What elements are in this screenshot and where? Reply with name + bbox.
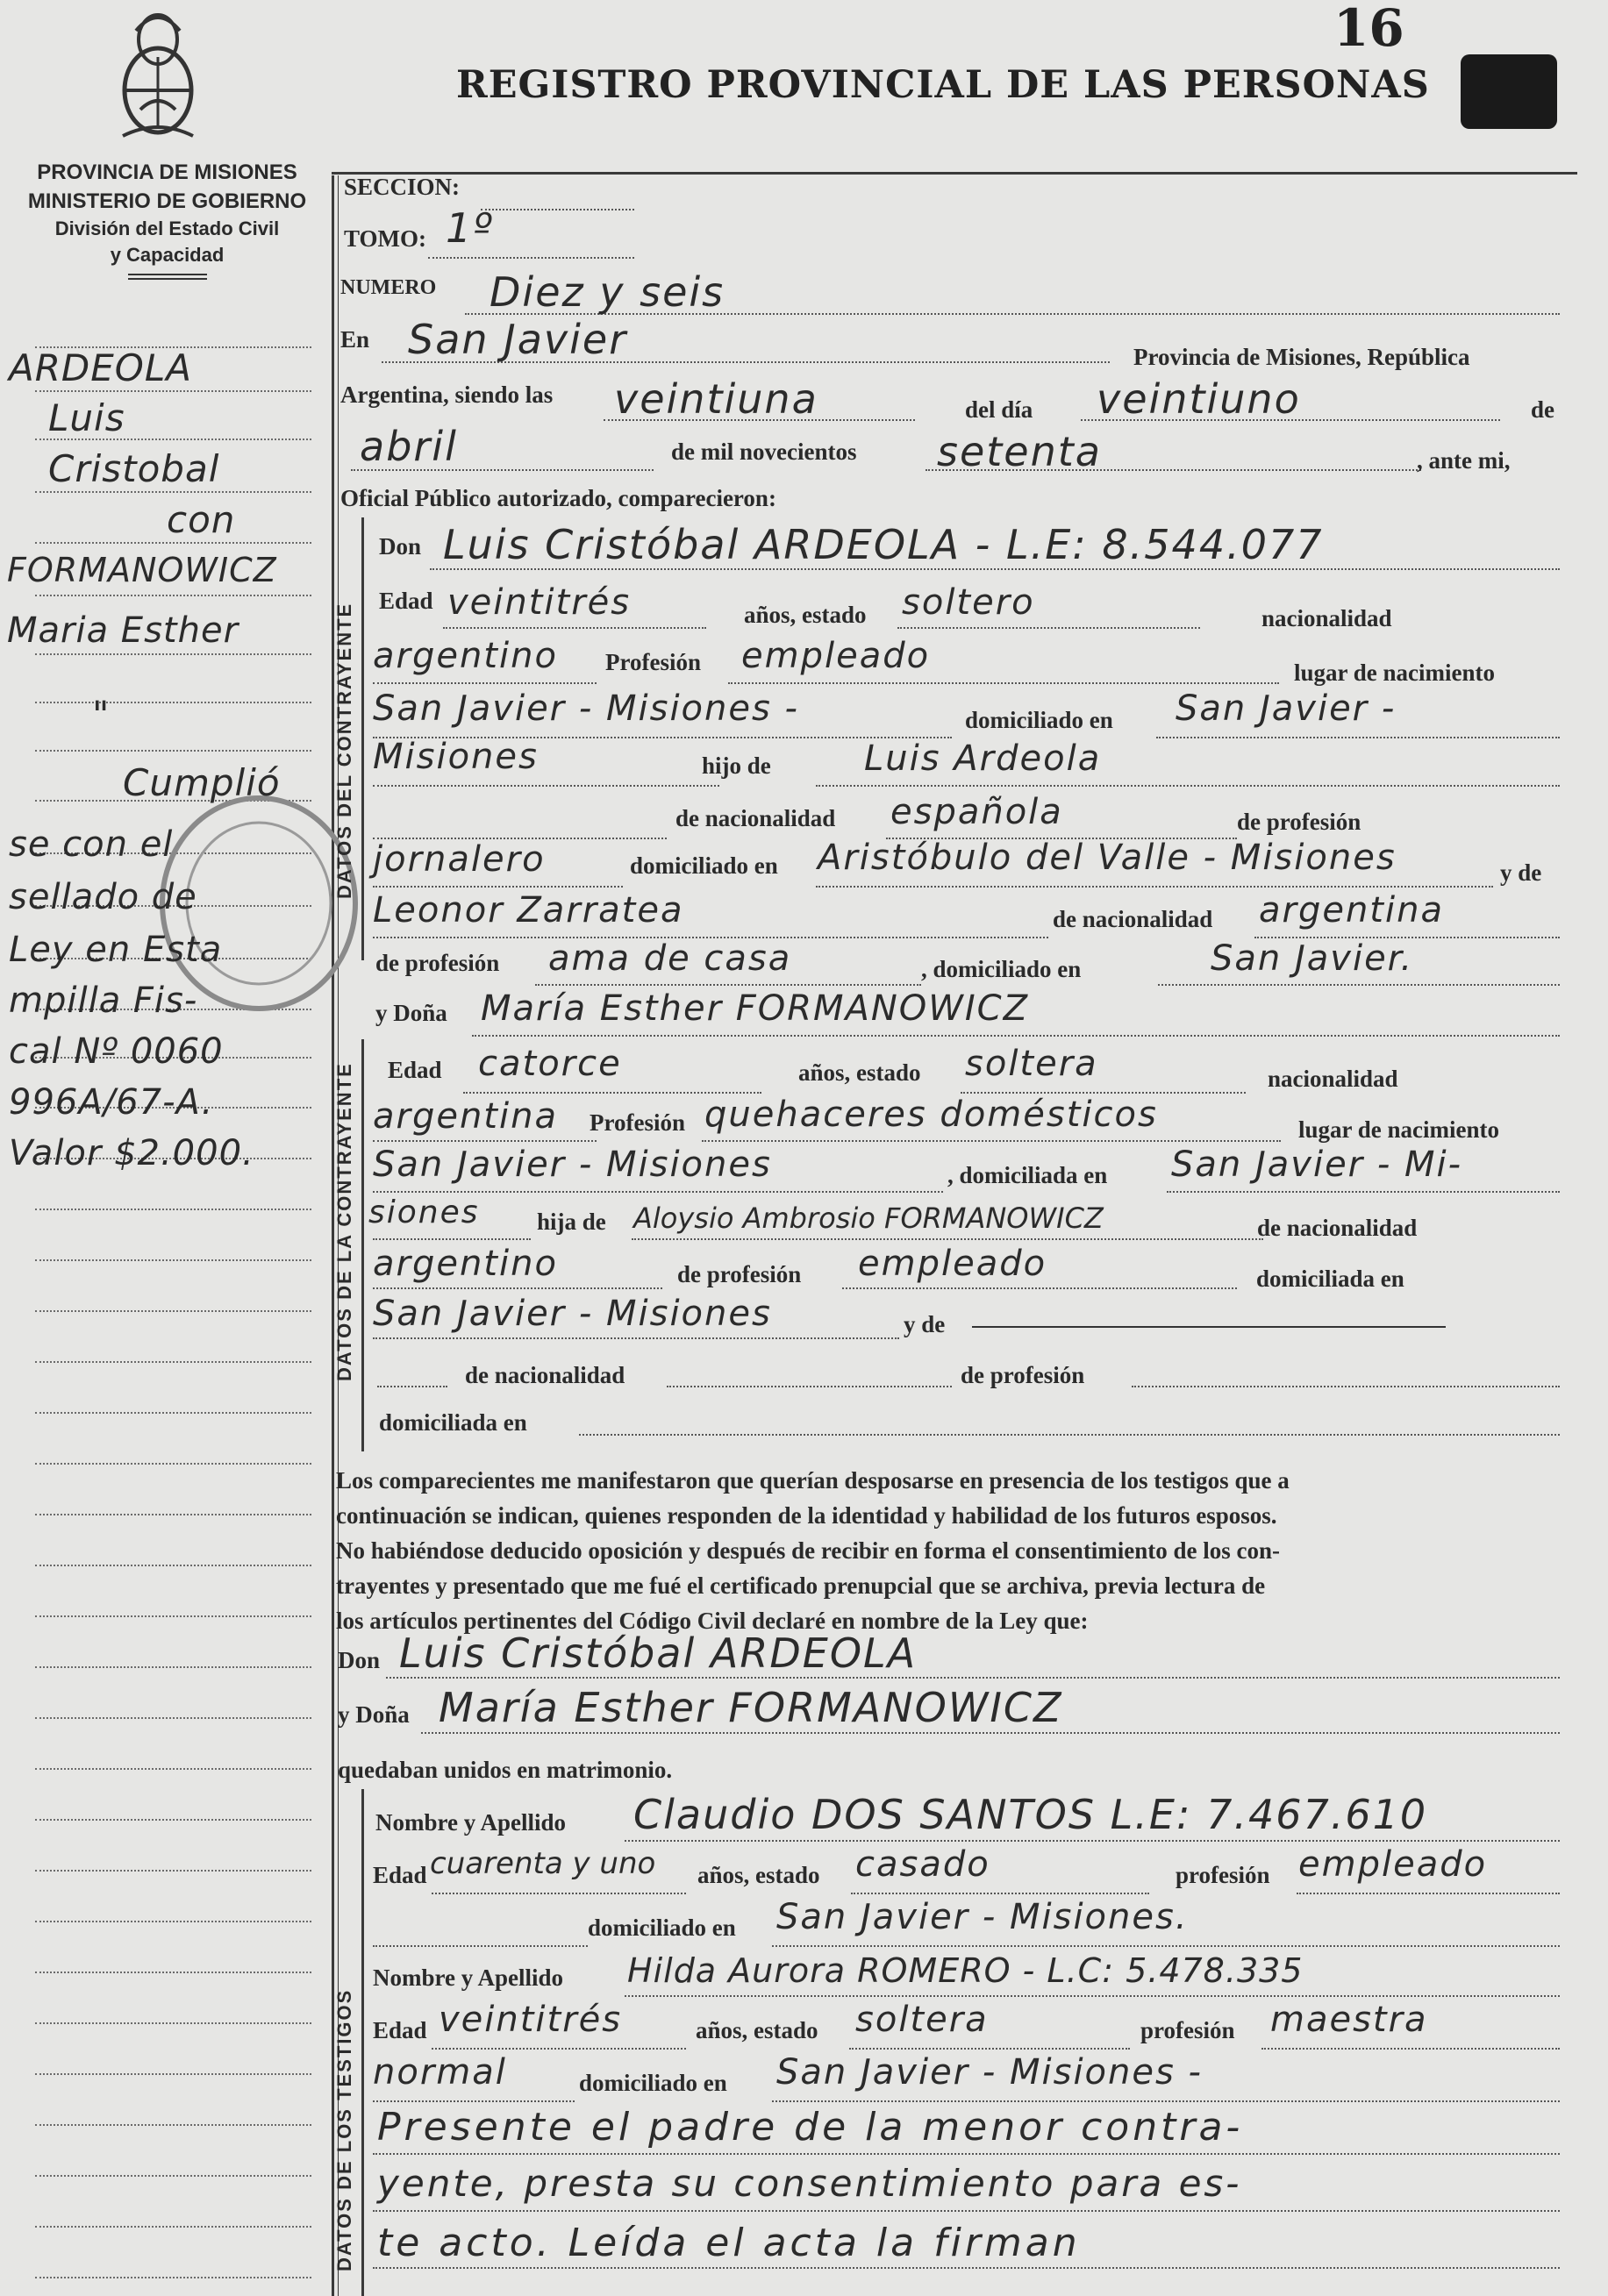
declaration-line: No habiéndose deducido oposición y después de recibir en forma el consentimiento de los con- (336, 1537, 1281, 1564)
bride-estado: soltera (965, 1044, 1098, 1084)
witness1-estado: casado (855, 1844, 990, 1885)
declaration-line: trayentes y presentado que me fué el certificado prenupcial que se archiva, previa lectura de (336, 1572, 1266, 1599)
provincia-text: Provincia de Misiones, República (1133, 344, 1470, 370)
groom-father-dom: Aristóbulo del Valle - Misiones (818, 838, 1397, 878)
del-dia-label: del día (965, 396, 1033, 423)
bride-domicilio: San Javier - Mi- (1171, 1144, 1463, 1185)
witness1-edad-label: Edad (373, 1862, 427, 1888)
numero-value: Diez y seis (490, 268, 725, 316)
witness1-nombre-label: Nombre y Apellido (375, 1809, 567, 1836)
stamp-note-line-3: sellado de (9, 877, 197, 917)
groom-domicilio-2: Misiones (373, 737, 539, 777)
side-label-bride: DATOS DE LA CONTRAYENTE (333, 1062, 355, 1381)
tomo-value: 1º (446, 204, 494, 252)
declaration-dona-label: y Doña (338, 1701, 410, 1728)
witness2-edad-label: Edad (373, 2017, 427, 2043)
stamp-note-line-5: mpilla Fis- (9, 980, 198, 1021)
margin-surname-groom: ARDEOLA (9, 346, 192, 389)
witness2-domiciliado-label: domiciliado en (579, 2070, 727, 2096)
bride-bracket (361, 1039, 364, 1451)
witness2-edad: veintitrés (439, 2000, 623, 2040)
groom-estado-label: años, estado (744, 602, 867, 628)
groom-mother-dom: San Javier. (1211, 938, 1414, 979)
seccion-label: SECCION: (344, 174, 461, 200)
witness1-domicilio: San Javier - Misiones. (776, 1897, 1189, 1937)
witness1-profesion: empleado (1298, 1844, 1488, 1885)
bride-father: Aloysio Ambrosio FORMANOWICZ (633, 1201, 1104, 1235)
groom-edad: veintitrés (447, 582, 632, 623)
groom-mother-nac: argentina (1259, 890, 1444, 931)
margin-middlename-groom: Cristobal (48, 447, 220, 490)
redaction-block (1461, 54, 1557, 129)
groom-mother-prof: ama de casa (548, 938, 792, 979)
groom-nacionalidad: argentino (373, 636, 558, 676)
witness2-profesion-label: profesión (1140, 2017, 1235, 2043)
bride-father-prof-label: de profesión (677, 1261, 802, 1287)
groom-mother: Leonor Zarratea (373, 890, 684, 931)
bride-father-nac-label: de nacionalidad (1257, 1215, 1418, 1241)
groom-profesion: empleado (741, 636, 931, 676)
side-label-witnesses: DATOS DE LOS TESTIGOS (333, 1988, 355, 2271)
coat-of-arms-icon (110, 4, 206, 145)
de-label: de (1531, 396, 1554, 423)
groom-father: Luis Ardeola (864, 738, 1102, 779)
witness1-domiciliado-label: domiciliado en (588, 1915, 736, 1941)
closing-note-line-3: te acto. Leída el acta la firman (377, 2221, 1081, 2265)
declaration-dona: María Esther FORMANOWICZ (439, 1684, 1063, 1731)
stamp-note-line-4: Ley en Esta (9, 930, 223, 970)
witness1-edad: cuarenta y uno (430, 1846, 656, 1881)
mes-value: abril (360, 423, 458, 470)
groom-y-de-label: y de (1500, 859, 1542, 886)
stamp-note-line-6: cal Nº 0060 (9, 1031, 224, 1072)
stamp-note-line-8: Valor $2.000. (9, 1133, 254, 1173)
witness1-profesion-label: profesión (1176, 1862, 1270, 1888)
ministry-block (16, 158, 318, 280)
declaration-line: Los comparecientes me manifestaron que querían desposarse en presencia de los testigos que a (336, 1467, 1290, 1494)
groom-mother-prof-label: de profesión (375, 950, 500, 976)
division-text-2: y Capacidad (110, 244, 225, 266)
groom-bracket (361, 517, 364, 960)
declaration-line: los artículos pertinentes del Código Civil declaré en nombre de la Ley que: (336, 1608, 1089, 1634)
bride-nacionalidad: argentina (373, 1096, 558, 1137)
oficial-text: Oficial Público autorizado, comparecieron: (340, 485, 776, 511)
declaration-don-label: Don (338, 1647, 381, 1673)
witness-bracket (361, 1789, 364, 2296)
declaration-line: continuación se indican, quienes responden de la identidad y habilidad de los futuros esposos. (336, 1502, 1277, 1529)
en-value: San Javier (408, 316, 628, 363)
bride-father-dom: San Javier - Misiones (373, 1294, 772, 1334)
bride-dona-label: y Doña (375, 1000, 447, 1026)
margin-con: con (167, 498, 236, 541)
bride-edad: catorce (478, 1044, 622, 1084)
anio-value: setenta (937, 428, 1102, 475)
groom-nacionalidad-label: nacionalidad (1261, 605, 1392, 631)
witness2-nombre-label: Nombre y Apellido (373, 1964, 564, 1991)
stamp-note-line-2: se con el (9, 824, 174, 865)
argentina-text: Argentina, siendo las (340, 381, 554, 408)
dia-value: veintiuno (1097, 375, 1301, 423)
en-label: En (340, 326, 370, 353)
bride-lugar-label: lugar de nacimiento (1298, 1116, 1499, 1143)
groom-don-label: Don (379, 533, 422, 560)
witness2-nombre: Hilda Aurora ROMERO - L.C: 5.478.335 (627, 1951, 1304, 1990)
groom-father-prof: jornalero (373, 839, 546, 880)
margin-quote: " (92, 693, 111, 736)
division-text: División del Estado Civil (54, 217, 280, 239)
groom-profesion-label: Profesión (605, 649, 701, 675)
groom-domicilio: San Javier - (1176, 688, 1397, 729)
bride-estado-label: años, estado (798, 1059, 921, 1086)
groom-lugar-label: lugar de nacimiento (1294, 660, 1495, 686)
stamp-note-line-7: 996A/67-A. (9, 1082, 214, 1123)
page-number: 16 (1333, 0, 1404, 58)
stamp-note-line-1: Cumplió (123, 761, 281, 804)
witness2-estado-label: años, estado (696, 2017, 818, 2043)
side-label-groom: DATOS DEL CONTRAYENTE (333, 602, 355, 899)
page-title: REGISTRO PROVINCIAL DE LAS PERSONAS (456, 63, 1430, 107)
bride-mother-nac-label: de nacionalidad (465, 1362, 625, 1388)
mil-label: de mil novecientos (671, 439, 857, 465)
bride-profesion: quehaceres domésticos (704, 1095, 1158, 1135)
groom-edad-label: Edad (379, 588, 433, 614)
witness1-nombre: Claudio DOS SANTOS L.E: 7.467.610 (633, 1791, 1428, 1838)
groom-mother-dom-label: , domiciliado en (921, 956, 1082, 982)
groom-father-prof-label: de profesión (1237, 809, 1361, 835)
declaration-don: Luis Cristóbal ARDEOLA (399, 1629, 918, 1677)
closing-note-line-1: Presente el padre de la menor contra- (377, 2105, 1244, 2150)
declaration-unidos: quedaban unidos en matrimonio. (338, 1757, 673, 1783)
groom-name: Luis Cristóbal ARDEOLA - L.E: 8.544.077 (443, 521, 1324, 568)
closing-note-line-2: yente, presta su consentimiento para es- (377, 2162, 1242, 2205)
bride-father-nac: argentino (373, 1244, 558, 1284)
groom-father-nac: española (890, 792, 1063, 832)
bride-name: María Esther FORMANOWICZ (481, 988, 1029, 1029)
witness2-domicilio: San Javier - Misiones - (776, 2052, 1203, 2093)
bride-domiciliada-label: , domiciliada en (947, 1162, 1108, 1188)
ministry-text: MINISTERIO DE GOBIERNO (27, 189, 307, 213)
declaration-paragraph (336, 1463, 1555, 1638)
province-text: PROVINCIA DE MISIONES (37, 160, 297, 184)
groom-father-nac-label: de nacionalidad (675, 805, 836, 831)
groom-lugar: San Javier - Misiones - (373, 688, 799, 729)
bride-father-dom-label: domiciliada en (1256, 1266, 1404, 1292)
margin-surname-bride: FORMANOWICZ (7, 551, 277, 589)
bride-domicilio-2: siones (368, 1194, 480, 1230)
margin-name-bride: Maria Esther (7, 610, 239, 651)
bride-mother-dom-label: domiciliada en (379, 1409, 527, 1436)
groom-estado: soltero (902, 582, 1035, 623)
witness2-profesion: maestra (1270, 2000, 1428, 2040)
bride-father-prof: empleado (858, 1244, 1047, 1284)
bride-edad-label: Edad (388, 1057, 442, 1083)
bride-nacionalidad-label: nacionalidad (1268, 1066, 1398, 1092)
hora-value: veintiuna (614, 375, 818, 423)
margin-firstname-groom: Luis (48, 396, 125, 439)
witness2-profesion-2: normal (373, 2052, 507, 2093)
witness2-estado: soltera (855, 2000, 989, 2040)
witness1-estado-label: años, estado (697, 1862, 820, 1888)
ante-mi-text: , ante mi, (1417, 447, 1511, 474)
frame-top-line (332, 172, 1577, 175)
bride-lugar: San Javier - Misiones (373, 1144, 772, 1185)
groom-father-dom-label: domiciliado en (630, 852, 778, 879)
groom-mother-nac-label: de nacionalidad (1053, 906, 1213, 932)
bride-y-de-label: y de (904, 1311, 946, 1337)
groom-domiciliado-label: domiciliado en (965, 707, 1113, 733)
bride-mother-prof-label: de profesión (961, 1362, 1085, 1388)
bride-profesion-label: Profesión (590, 1109, 685, 1136)
numero-label: NUMERO (340, 276, 437, 299)
bride-hija-label: hija de (537, 1209, 606, 1235)
tomo-label: TOMO: (344, 225, 426, 252)
groom-hijo-label: hijo de (702, 752, 771, 779)
